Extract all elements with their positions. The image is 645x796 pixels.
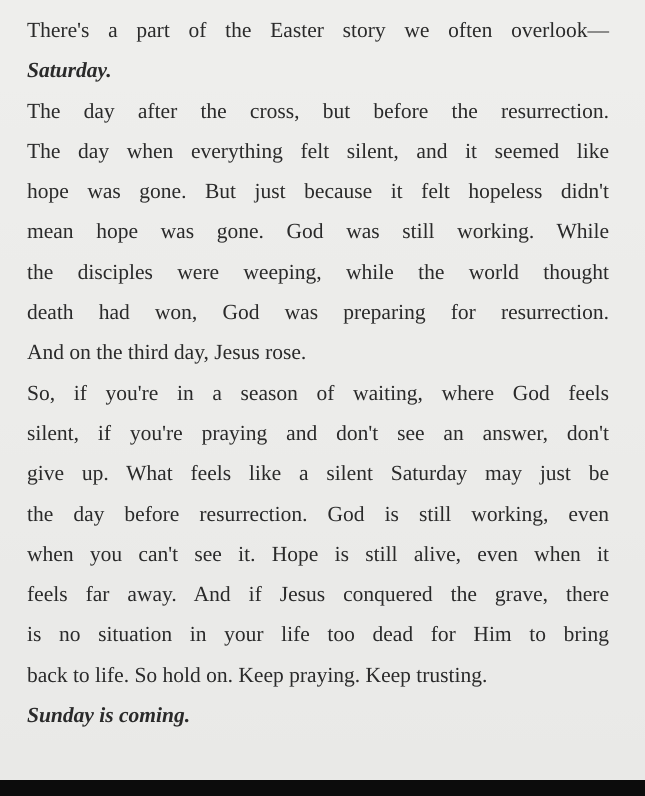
text-line: death had won, God was preparing for resurrection. [27,300,609,325]
text-line: is no situation in your life too dead for Him to bring [27,622,609,647]
text-line: And on the third day, Jesus rose. [27,340,307,365]
emphasis-sunday: Sunday is coming. [27,703,191,728]
devotional-text [27,10,609,735]
emphasis-saturday: Saturday. [27,58,112,83]
text-line: when you can't see it. Hope is still alive, even when it [27,541,609,566]
text-line: The day after the cross, but before the resurrection. [27,98,609,123]
text-line: feels far away. And if Jesus conquered the grave, there [27,582,609,607]
text-line: silent, if you're praying and don't see an answer, don't [27,420,609,445]
text-line: hope was gone. But just because it felt hopeless didn't [27,179,609,204]
text-line: mean hope was gone. God was still working. While [27,219,609,244]
text-line: There's a part of the Easter story we often overlook— [27,18,609,42]
text-line: back to life. So hold on. Keep praying. Keep trusting. [27,662,488,687]
bottom-border [0,780,645,796]
text-line: the disciples were weeping, while the world thought [27,259,609,284]
text-line: So, if you're in a season of waiting, where God feels [27,380,609,405]
text-line: The day when everything felt silent, and it seemed like [27,138,609,163]
text-line: give up. What feels like a silent Saturday may just be [27,461,609,486]
text-line: the day before resurrection. God is still working, even [27,501,609,526]
